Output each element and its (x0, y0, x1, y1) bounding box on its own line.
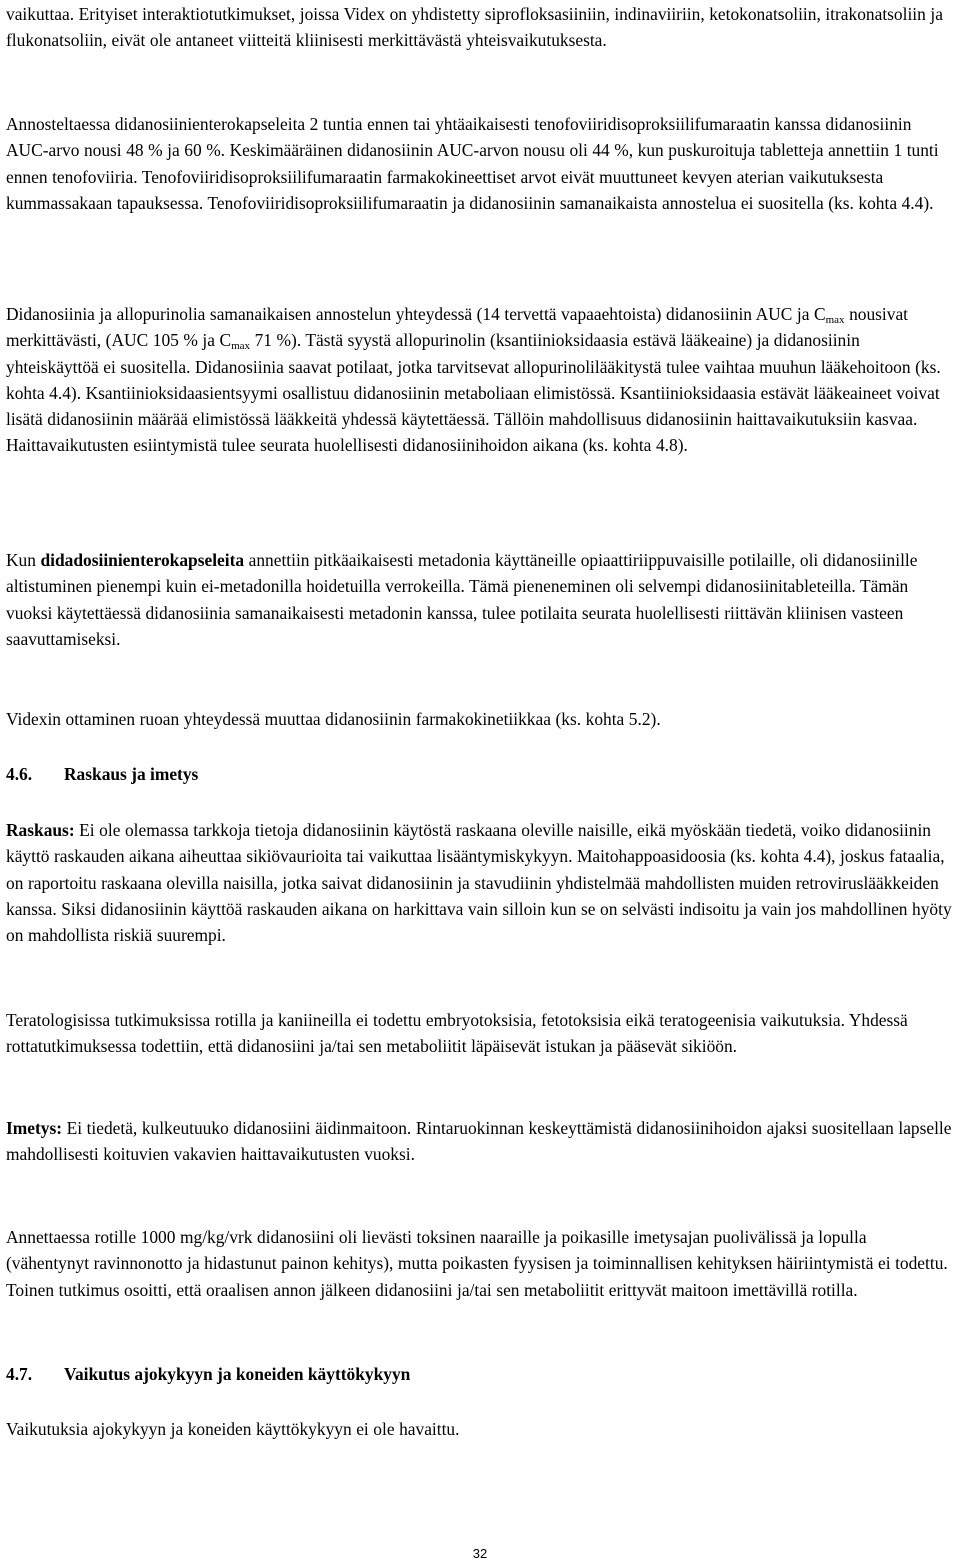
allopurinol-text-c: 71 %). Tästä syystä allopurinolin (ksantiinioksidaasia estävä lääkeaine) ja didanosiinin yhteiskäyttöä ei suositella. Didanosiinia saavat potilaat, jotka tarvitsevat allopurinolilääkitystä tulee vaihtaa muuhun lääkehoitoon (ks. kohta 4.4). Ksantiinioksidaasientsyymi osallistuu didanosiinin metaboliaan elimistössä. Ksantiinioksidaasia estävät lääkeaineet voivat lisätä didanosiinin määrää elimistössä lääkkeitä yhdessä käytettäessä. Tällöin mahdollisuus didanosiinin haittavaikutuksiin kasvaa. Haittavaikutusten esiintymistä tulee seurata huolellisesti didanosiinihoidon aikana (ks. kohta 4.8). (6, 330, 941, 456)
section-title: Vaikutus ajokykyyn ja koneiden käyttökykyyn (64, 1364, 411, 1384)
allopurinol-text-a: Didanosiinia ja allopurinolia samanaikaisen annostelun yhteydessä (14 tervettä vapaaehtoista) didanosiinin AUC ja C (6, 304, 826, 324)
methadone-bold-term: didadosiinienterokapseleita (40, 550, 245, 570)
methadone-text-b: annettiin pitkäaikaisesti metadonia käyttäneille opiaattiriippuvaisille potilaille, oli didanosiinille altistuminen pienempi kuin ei-metadonilla hoidetuilla verrokeilla. Tämä pieneneminen oli selvempi didanosiinitableteilla. Tämän vuoksi käytettäessä didanosiinia samanaikaisesti metadonin kanssa, tulee potilaita seurata huolellisesti riittävän kliinisen vasteen saavuttamiseksi. (6, 550, 918, 649)
paragraph-interactions: vaikuttaa. Erityiset interaktiotutkimukset, joissa Videx on yhdistetty siprofloksasiiniin, indinaviiriin, ketokonatsoliin, itrakonatsoliin ja flukonatsoliin, eivät ole antaneet viitteitä kliinisesti merkittävästä yhteisvaikutuksesta. (6, 4, 943, 51)
paragraph-tenofovir: Annosteltaessa didanosiinienterokapseleita 2 tuntia ennen tai yhtäaikaisesti tenofoviiridisoproksiilifumaraatin kanssa didanosiinin AUC-arvo nousi 48 % ja 60 %. Keskimääräinen didanosiinin AUC-arvon nousu oli 44 %, kun puskuroituja tabletteja annettiin 1 tunti ennen tenofoviiria. Tenofoviiridisoproksiilifumaraatin farmakokineettiset arvot eivät muuttuneet kevyen aterian vaikutuksesta kummassakaan tapauksessa. Tenofoviiridisoproksiilifumaraatin ja didanosiinin samanaikaista annostelua ei suositella (ks. kohta 4.4). (6, 114, 939, 213)
page-number: 32 (472, 1546, 488, 1561)
section-number: 4.6. (6, 764, 33, 784)
paragraph-teratology: Teratologisissa tutkimuksissa rotilla ja kaniineilla ei todettu embryotoksisia, fetotoksisia eikä teratogeenisia vaikutuksia. Yhdessä rottatutkimuksessa todettiin, että didanosiini ja/tai sen metaboliitit läpäisevät istukan ja pääsevät sikiöön. (6, 1010, 908, 1057)
allopurinol-text-b: nousivat merkittävästi, (AUC 105 % ja C (6, 304, 908, 351)
paragraph-food: Videxin ottaminen ruoan yhteydessä muuttaa didanosiinin farmakokinetiikkaa (ks. kohta 5.2). (6, 709, 661, 729)
methadone-text-a: Kun (6, 550, 41, 570)
paragraph-driving: Vaikutuksia ajokykyyn ja koneiden käyttökykyyn ei ole havaittu. (6, 1419, 460, 1439)
cmax-subscript: max (231, 340, 251, 353)
paragraph-lactation (6, 1115, 954, 1168)
cmax-subscript: max (825, 314, 845, 326)
paragraph-allopurinol (6, 301, 954, 459)
lactation-label: Imetys: (6, 1118, 63, 1138)
paragraph-pregnancy (6, 817, 954, 948)
paragraph-rat-study: Annettaessa rotille 1000 mg/kg/vrk didanosiini oli lievästi toksinen naaraille ja poikasille imetysajan puolivälissä ja lopulla (vähentynyt ravinnonotto ja hidastunut painon kehitys), mutta poikasten fyysisen ja toiminnallisen kehityksen häiriintymistä ei todettu. Toinen tutkimus osoitti, että oraalisen annon jälkeen didanosiini ja/tai sen metaboliitit erittyvät maitoon imettävillä rotilla. (6, 1227, 948, 1300)
section-title: Raskaus ja imetys (64, 764, 199, 784)
paragraph-methadone (6, 547, 954, 652)
pregnancy-text: Ei ole olemassa tarkkoja tietoja didanosiinin käytöstä raskaana oleville naisille, eikä myöskään tiedetä, voiko didanosiinin käyttö raskauden aikana aiheuttaa sikiövaurioita tai vaikuttaa lisääntymiskykyyn. Maitohappoasidoosia (ks. kohta 4.4), joskus fataalia, on raportoitu raskaana olevilla naisilla, jotka saivat didanosiinin ja stavudiinin yhdistelmää mahdollisten muiden retroviruslääkkeiden kanssa. Siksi didanosiinin käyttöä raskauden aikana on harkittava vain silloin kun se on selvästi indisoitu ja vain jos mahdollinen hyöty on mahdollista riskiä suurempi. (6, 820, 952, 946)
pregnancy-label: Raskaus: (6, 820, 75, 840)
lactation-text: Ei tiedetä, kulkeutuuko didanosiini äidinmaitoon. Rintaruokinnan keskeyttämistä didanosiinihoidon ajaksi suositellaan lapselle mahdollisesti koituvien vakavien haittavaikutusten vuoksi. (6, 1118, 952, 1165)
section-heading-4-6 (6, 761, 954, 787)
section-heading-4-7 (6, 1361, 954, 1387)
section-number: 4.7. (6, 1364, 33, 1384)
